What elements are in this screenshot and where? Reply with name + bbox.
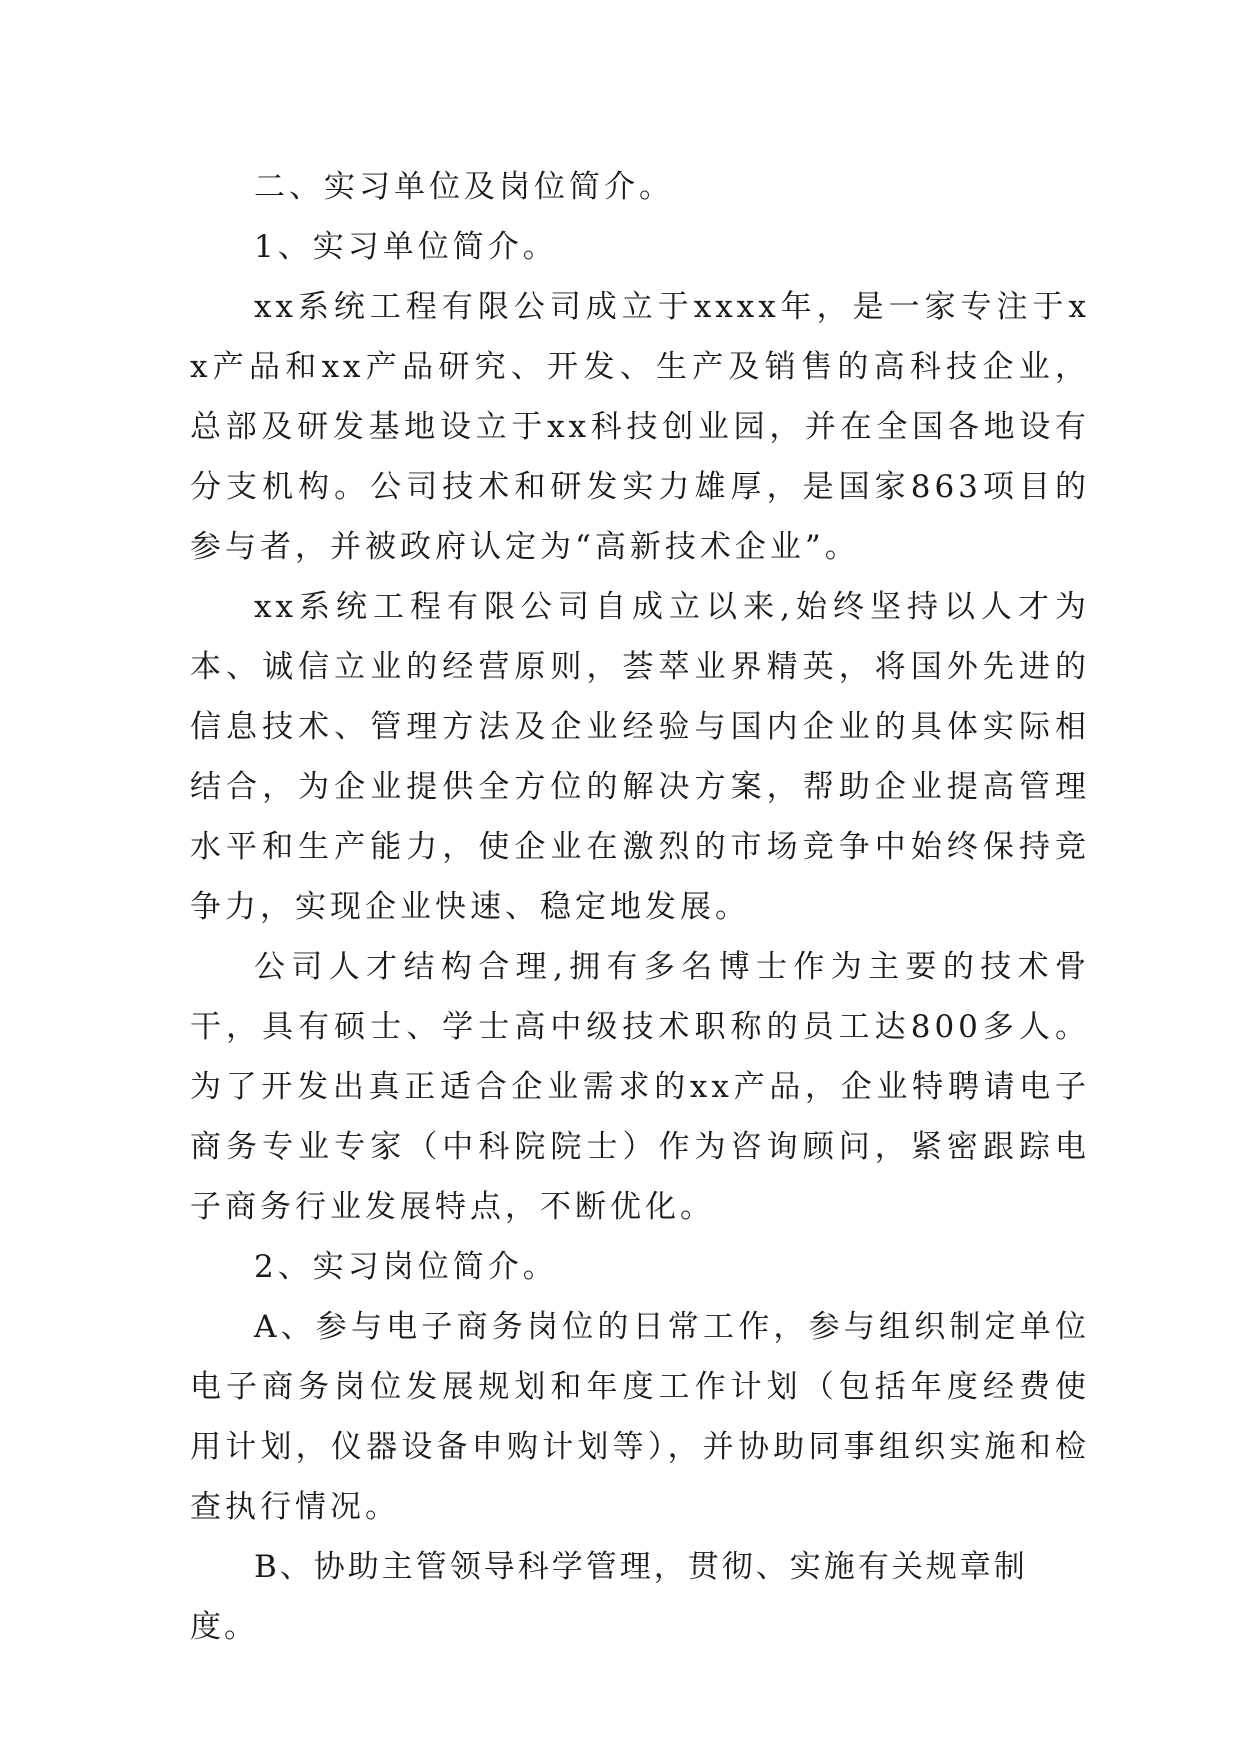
subheading-internship-unit: 1、实习单位简介。 [254, 229, 558, 265]
paragraph-company-talent: 公司人才结构合理,拥有多名博士作为主要的技术骨干，具有硕士、学士高中级技术职称的员工达800多人。为了开发出真正适合企业需求的xx产品，企业特聘请电子商务专业专家（中科院院士）作为咨询顾问，紧密跟踪电子商务行业发展特点，不断优化。 [190, 949, 1090, 1225]
paragraph-duty-a: A、参与电子商务岗位的日常工作，参与组织制定单位电子商务岗位发展规划和年度工作计划（包括年度经费使用计划，仪器设备申购计划等），并协助同事组织实施和检查执行情况。 [190, 1309, 1090, 1525]
paragraph-duty-b: B、协助主管领导科学管理，贯彻、实施有关规章制度。 [190, 1549, 1028, 1645]
document-body [190, 157, 1090, 1657]
paragraph-company-principles: xx系统工程有限公司自成立以来,始终坚持以人才为本、诚信立业的经营原则，荟萃业界精英，将国外先进的信息技术、管理方法及企业经验与国内企业的具体实际相结合，为企业提供全方位的解决方案，帮助企业提高管理水平和生产能力，使企业在激烈的市场竞争中始终保持竞争力，实现企业快速、稳定地发展。 [190, 589, 1090, 925]
paragraph-company-founding: xx系统工程有限公司成立于xxxx年，是一家专注于xx产品和xx产品研究、开发、生产及销售的高科技企业，总部及研发基地设立于xx科技创业园，并在全国各地设有分支机构。公司技术和研发实力雄厚，是国家863项目的参与者，并被政府认定为“高新技术企业”。 [190, 289, 1090, 565]
subheading-internship-position: 2、实习岗位简介。 [254, 1249, 558, 1285]
section-heading-internship-unit-and-position: 二、实习单位及岗位简介。 [254, 169, 674, 205]
